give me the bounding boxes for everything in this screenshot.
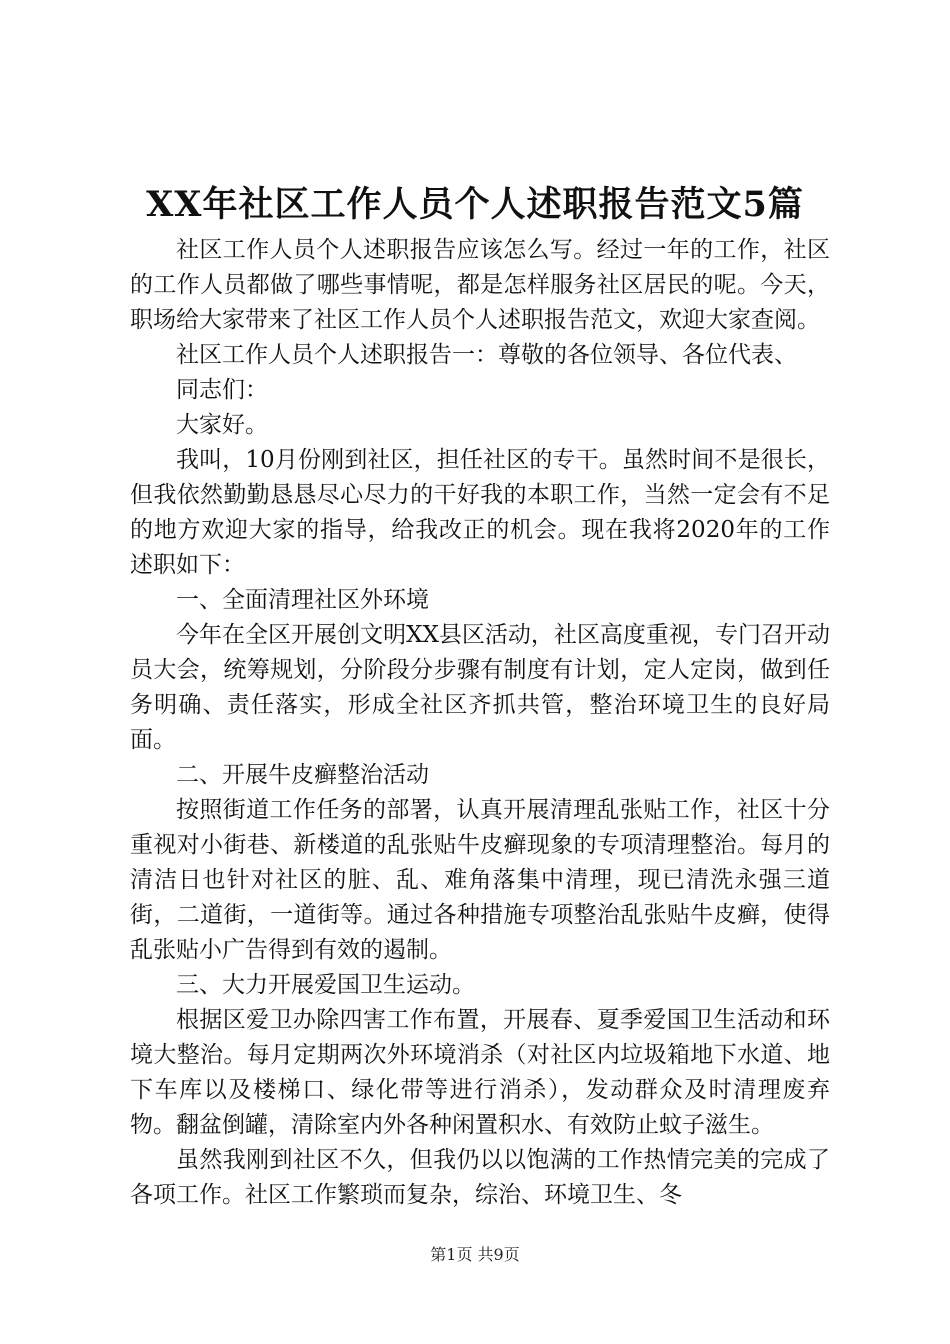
- page-footer: 第1页 共9页: [430, 1245, 520, 1264]
- paragraph-salutation: 同志们：: [176, 377, 268, 403]
- paragraph-closing: 虽然我刚到社区不久，但我仍以以饱满的工作热情完美的完成了各项工作。社区工作繁琐而复杂，综治、环境卫生、冬: [130, 1147, 830, 1208]
- paragraph-report-heading: 社区工作人员个人述职报告一：尊敬的各位领导、各位代表、: [176, 342, 797, 368]
- paragraph-self-intro: 我叫，10月份刚到社区，担任社区的专干。虽然时间不是很长，但我依然勤勤恳恳尽心尽力的干好我的本职工作，当然一定会有不足的地方欢迎大家的指导，给我改正的机会。现在我将2020年的工作述职如下：: [130, 447, 830, 578]
- document-body: [130, 233, 830, 1213]
- paragraph-section-2: 按照街道工作任务的部署，认真开展清理乱张贴工作，社区十分重视对小街巷、新楼道的乱张贴牛皮癣现象的专项清理整治。每月的清洁日也针对社区的脏、乱、难角落集中清理，现已清洗永强三道街，二道街，一道街等。通过各种措施专项整治乱张贴牛皮癣，使得乱张贴小广告得到有效的遏制。: [130, 797, 830, 963]
- section-heading-3: 三、大力开展爱国卫生运动。: [176, 972, 475, 998]
- document-title: XX年社区工作人员个人述职报告范文5篇: [146, 184, 804, 225]
- paragraph-section-3: 根据区爱卫办除四害工作布置，开展春、夏季爱国卫生活动和环境大整治。每月定期两次外环境消杀（对社区内垃圾箱地下水道、地下车库以及楼梯口、绿化带等进行消杀），发动群众及时清理废弃物。翻盆倒罐，清除室内外各种闲置积水、有效防止蚊子滋生。: [130, 1007, 830, 1138]
- paragraph-section-1: 今年在全区开展创文明XX县区活动，社区高度重视，专门召开动员大会，统筹规划，分阶段分步骤有制度有计划，定人定岗，做到任务明确、责任落实，形成全社区齐抓共管，整治环境卫生的良好局面。: [130, 622, 830, 753]
- section-heading-1: 一、全面清理社区外环境: [176, 587, 429, 613]
- paragraph-intro: 社区工作人员个人述职报告应该怎么写。经过一年的工作，社区的工作人员都做了哪些事情呢，都是怎样服务社区居民的呢。今天，职场给大家带来了社区工作人员个人述职报告范文，欢迎大家查阅。: [130, 237, 830, 333]
- section-heading-2: 二、开展牛皮癣整治活动: [176, 762, 429, 788]
- paragraph-greeting: 大家好。: [176, 412, 268, 438]
